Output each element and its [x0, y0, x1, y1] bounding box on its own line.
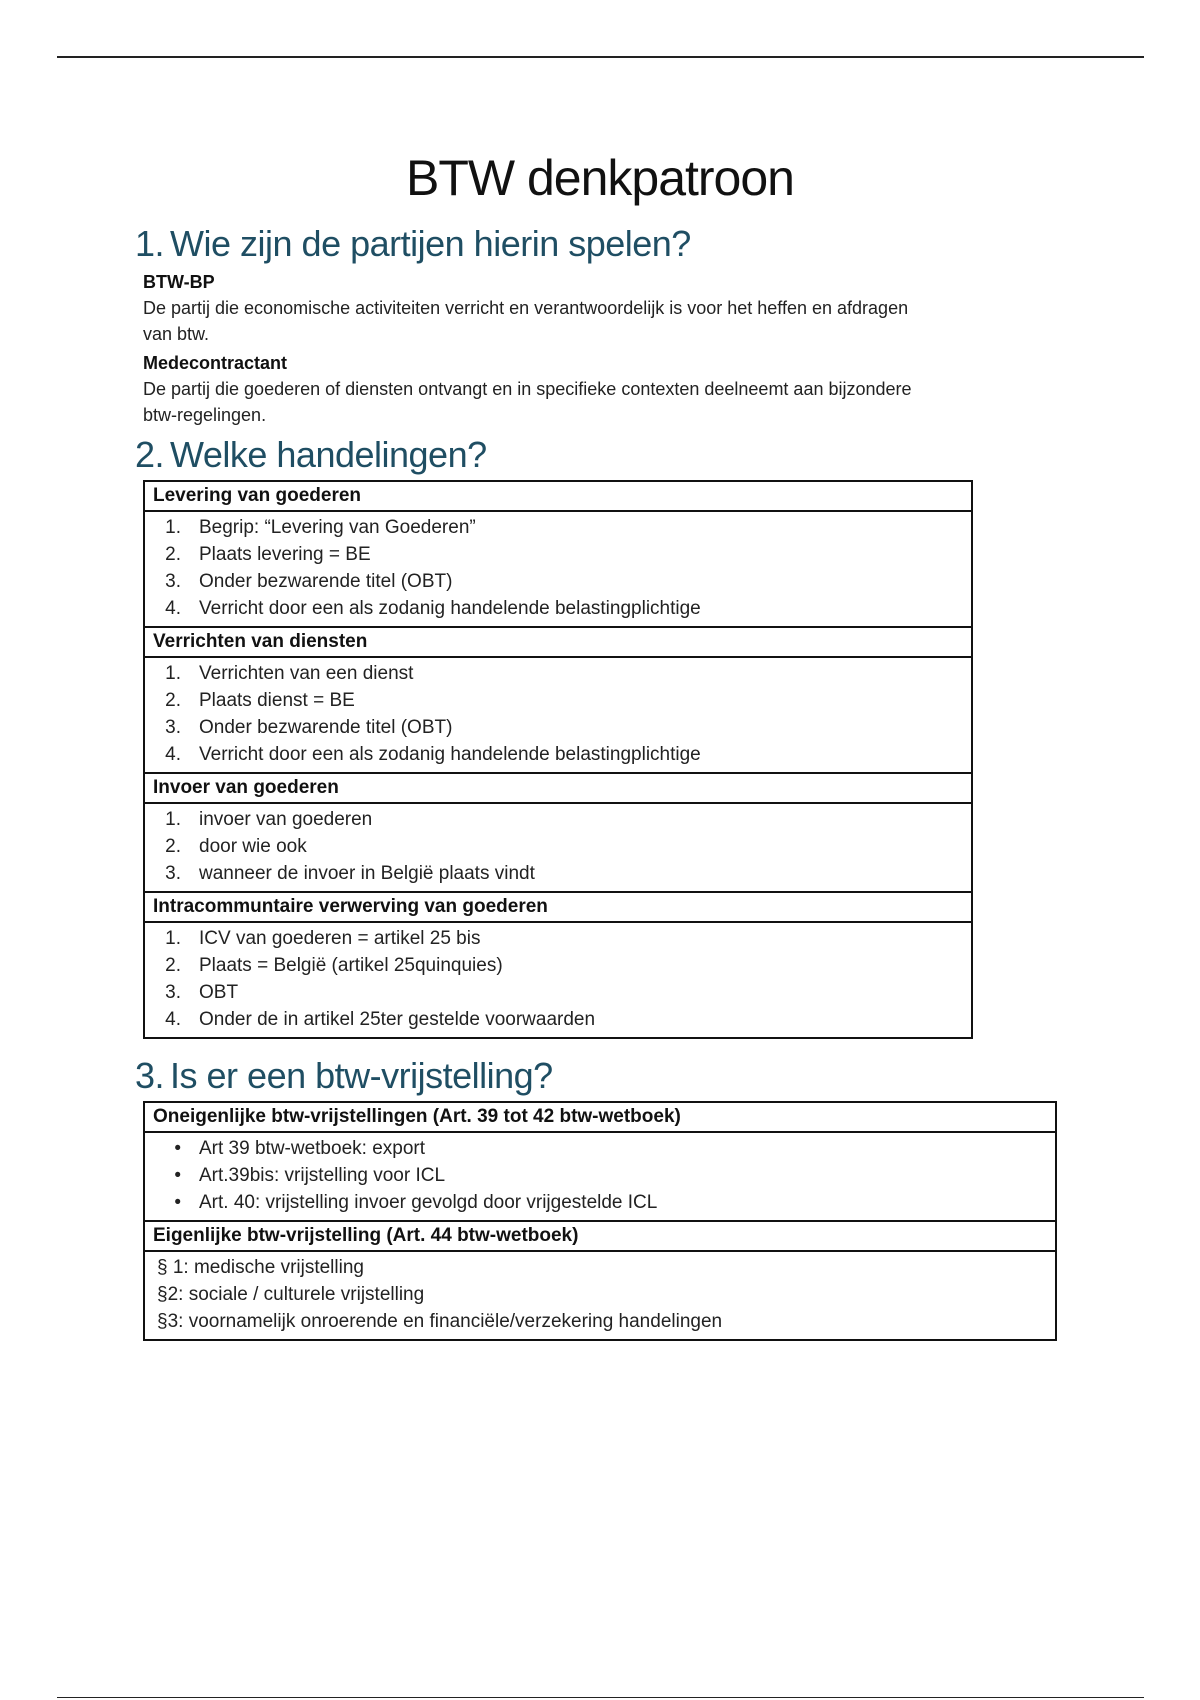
section-heading-text: Wie zijn de partijen hierin spelen? — [170, 223, 691, 264]
list-item-text: Onder de in artikel 25ter gestelde voorwaarden — [199, 1009, 596, 1030]
party-name: BTW-BP — [143, 272, 215, 292]
section-1-heading — [135, 222, 691, 266]
list-marker: 2. — [165, 955, 181, 976]
section-2-heading — [135, 433, 487, 477]
list-item — [145, 860, 971, 887]
list-item-text: Begrip: “Levering van Goederen” — [199, 517, 476, 538]
party-description-line: van btw. — [143, 324, 210, 344]
list-item-text: Plaats levering = BE — [199, 544, 371, 565]
list-marker: 1. — [165, 928, 181, 949]
group-title: Intracommuntaire verwerving van goederen — [144, 892, 972, 922]
group-title: Oneigenlijke btw-vrijstellingen (Art. 39 tot 42 btw-wetboek) — [144, 1102, 1056, 1132]
paragraph-item: § 1: medische vrijstelling — [157, 1257, 364, 1278]
list-item-text: Verricht door een als zodanig handelende belastingplichtige — [199, 744, 701, 765]
list-item-text: Art. 40: vrijstelling invoer gevolgd door vrijgestelde ICL — [199, 1192, 658, 1213]
list-item-text: wanneer de invoer in België plaats vindt — [199, 863, 535, 884]
party-description-line: btw-regelingen. — [143, 405, 267, 425]
group-title: Levering van goederen — [144, 481, 972, 511]
exemptions-table — [143, 1101, 1057, 1341]
list-item — [145, 595, 971, 622]
group-title: Invoer van goederen — [144, 773, 972, 803]
group-items — [144, 657, 972, 773]
list-marker: 3. — [165, 717, 181, 738]
list-item — [145, 806, 971, 833]
list-marker: 3. — [165, 982, 181, 1003]
list-marker: 1. — [165, 809, 181, 830]
bottom-rule — [57, 1697, 1144, 1698]
list-item — [145, 1189, 1055, 1216]
page-title: BTW denkpatroon — [406, 150, 794, 206]
list-item-text: Plaats = België (artikel 25quinquies) — [199, 955, 503, 976]
list-item — [145, 714, 971, 741]
list-item-text: Art 39 btw-wetboek: export — [199, 1138, 425, 1159]
group-title: Eigenlijke btw-vrijstelling (Art. 44 btw-wetboek) — [144, 1221, 1056, 1251]
list-item — [145, 514, 971, 541]
list-item — [145, 541, 971, 568]
list-marker: 3. — [165, 863, 181, 884]
list-marker: 2. — [165, 690, 181, 711]
section-number: 3. — [135, 1055, 165, 1096]
list-marker: 2. — [165, 544, 181, 565]
bullet-marker: • — [174, 1138, 181, 1159]
list-item — [145, 568, 971, 595]
list-marker: 1. — [165, 663, 181, 684]
list-item-text: door wie ook — [199, 836, 307, 857]
bullet-marker: • — [174, 1165, 181, 1186]
party-btw-bp — [143, 269, 1073, 347]
paragraph-item: §3: voornamelijk onroerende en financiële/verzekering handelingen — [157, 1311, 723, 1332]
list-marker: 2. — [165, 836, 181, 857]
list-marker: 3. — [165, 571, 181, 592]
list-marker: 4. — [165, 598, 181, 619]
list-item — [145, 1135, 1055, 1162]
party-name: Medecontractant — [143, 353, 288, 373]
section-heading-text: Is er een btw-vrijstelling? — [170, 1055, 553, 1096]
top-rule — [57, 56, 1144, 58]
list-item-text: OBT — [199, 982, 239, 1003]
paragraph-item: §2: sociale / culturele vrijstelling — [157, 1284, 425, 1305]
group-items — [144, 511, 972, 627]
section-heading-text: Welke handelingen? — [170, 434, 487, 475]
group-items — [144, 1132, 1056, 1221]
list-item-text: Verricht door een als zodanig handelende belastingplichtige — [199, 598, 701, 619]
party-description-line: De partij die economische activiteiten verricht en verantwoordelijk is voor het heffen en afdragen — [143, 298, 909, 318]
list-item-text: Onder bezwarende titel (OBT) — [199, 717, 453, 738]
group-items — [144, 1251, 1056, 1340]
bullet-marker: • — [174, 1192, 181, 1213]
list-item — [145, 660, 971, 687]
list-marker: 1. — [165, 517, 181, 538]
list-item — [145, 1162, 1055, 1189]
list-item-text: ICV van goederen = artikel 25 bis — [199, 928, 481, 949]
list-item — [145, 741, 971, 768]
list-item-text: Art.39bis: vrijstelling voor ICL — [199, 1165, 446, 1186]
party-medecontractant — [143, 350, 1073, 428]
section-number: 2. — [135, 434, 165, 475]
group-items — [144, 922, 972, 1038]
list-marker: 4. — [165, 1009, 181, 1030]
list-item — [145, 833, 971, 860]
list-marker: 4. — [165, 744, 181, 765]
list-item-text: Onder bezwarende titel (OBT) — [199, 571, 453, 592]
section-number: 1. — [135, 223, 165, 264]
actions-table — [143, 480, 973, 1039]
list-item-text: invoer van goederen — [199, 809, 373, 830]
group-items — [144, 803, 972, 892]
list-item — [145, 979, 971, 1006]
list-item-text: Verrichten van een dienst — [199, 663, 414, 684]
list-item — [145, 687, 971, 714]
list-item — [145, 925, 971, 952]
list-item-text: Plaats dienst = BE — [199, 690, 355, 711]
group-title: Verrichten van diensten — [144, 627, 972, 657]
list-item — [145, 1006, 971, 1033]
section-3-heading — [135, 1054, 553, 1098]
list-item — [145, 952, 971, 979]
party-description-line: De partij die goederen of diensten ontvangt en in specifieke contexten deelneemt aan bijzondere — [143, 379, 912, 399]
